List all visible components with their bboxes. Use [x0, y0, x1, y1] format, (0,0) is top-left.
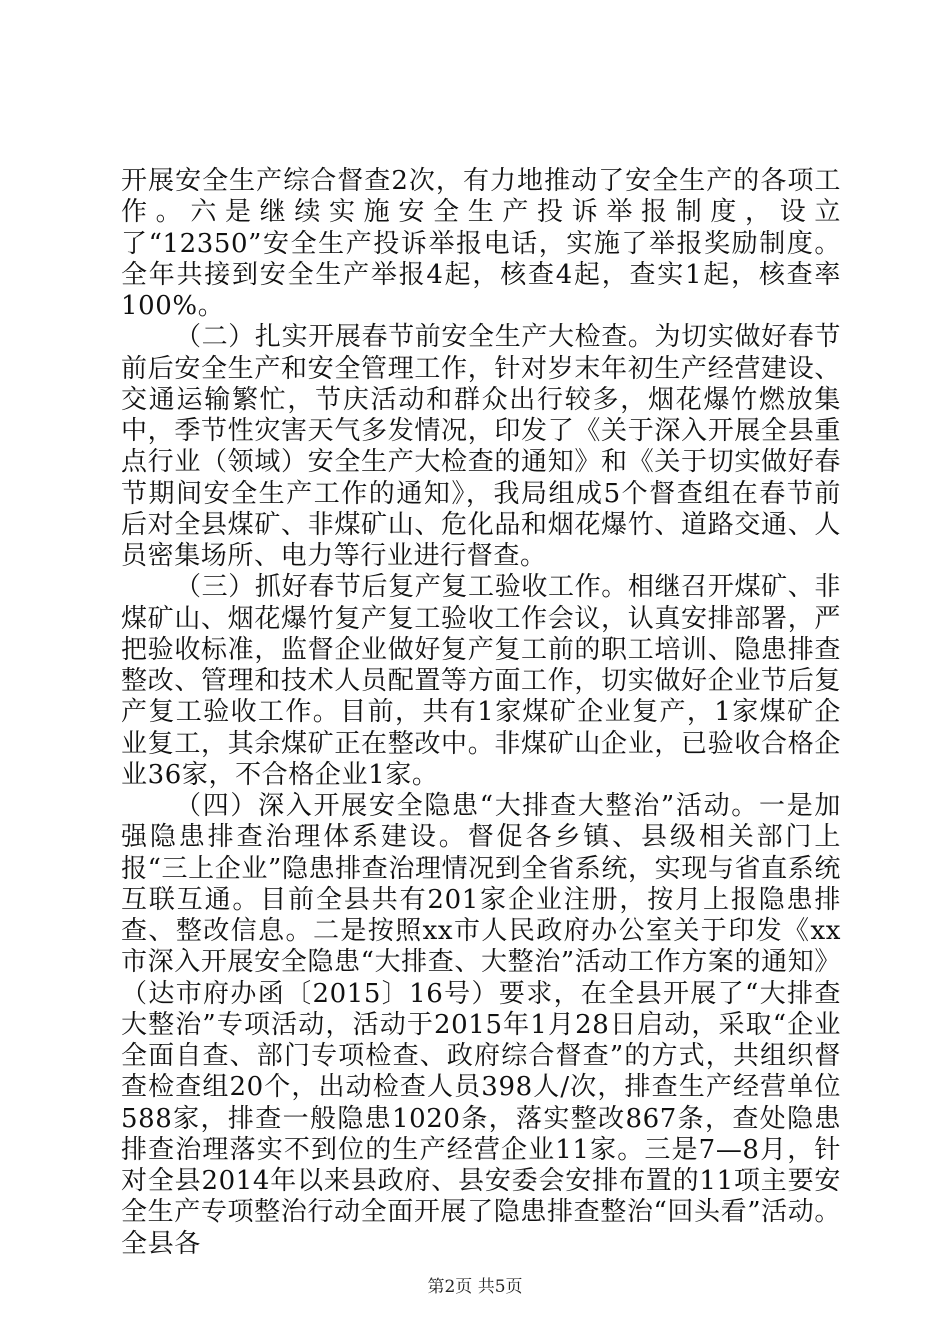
- page-number: 第2页 共5页: [427, 1277, 523, 1297]
- paragraph: （三）抓好春节后复产复工验收工作。相继召开煤矿、非煤矿山、烟花爆竹复产复工验收工作会议，认真安排部署，严把验收标准，监督企业做好复产复工前的职工培训、隐患排查整改、管理和技术人员配置等方面工作，切实做好企业节后复产复工验收工作。目前，共有1家煤矿企业复产，1家煤矿企业复工，其余煤矿正在整改中。非煤矿山企业，已验收合格企业36家，不合格企业1家。: [121, 572, 841, 790]
- paragraph: 开展安全生产综合督查2次，有力地推动了安全生产的各项工作。六是继续实施安全生产投诉举报制度，设立了“12350”安全生产投诉举报电话，实施了举报奖励制度。全年共接到安全生产举报4起，核查4起，查实1起，核查率100%。: [121, 166, 841, 321]
- page-footer: [0, 1272, 950, 1297]
- body-text: [121, 166, 841, 1260]
- paragraph: （二）扎实开展春节前安全生产大检查。为切实做好春节前后安全生产和安全管理工作，针对岁末年初生产经营建设、交通运输繁忙，节庆活动和群众出行较多，烟花爆竹燃放集中，季节性灾害天气多发情况，印发了《关于深入开展全县重点行业（领域）安全生产大检查的通知》和《关于切实做好春节期间安全生产工作的通知》，我局组成5个督查组在春节前后对全县煤矿、非煤矿山、危化品和烟花爆竹、道路交通、人员密集场所、电力等行业进行督查。: [121, 322, 841, 571]
- paragraph: （四）深入开展安全隐患“大排查大整治”活动。一是加强隐患排查治理体系建设。督促各乡镇、县级相关部门上报“三上企业”隐患排查治理情况到全省系统，实现与省直系统互联互通。目前全县共有201家企业注册，按月上报隐患排查、整改信息。二是按照xx市人民政府办公室关于印发《xx市深入开展安全隐患“大排查、大整治”活动工作方案的通知》（达市府办函〔2015〕16号）要求，在全县开展了“大排查大整治”专项活动，活动于2015年1月28日启动，采取“企业全面自查、部门专项检查、政府综合督查”的方式，共组织督查检查组20个，出动检查人员398人/次，排查生产经营单位588家，排查一般隐患1020条，落实整改867条，查处隐患排查治理落实不到位的生产经营企业11家。三是7—8月，针对全县2014年以来县政府、县安委会安排布置的11项主要安全生产专项整治行动全面开展了隐患排查整治“回头看”活动。全县各: [121, 791, 841, 1259]
